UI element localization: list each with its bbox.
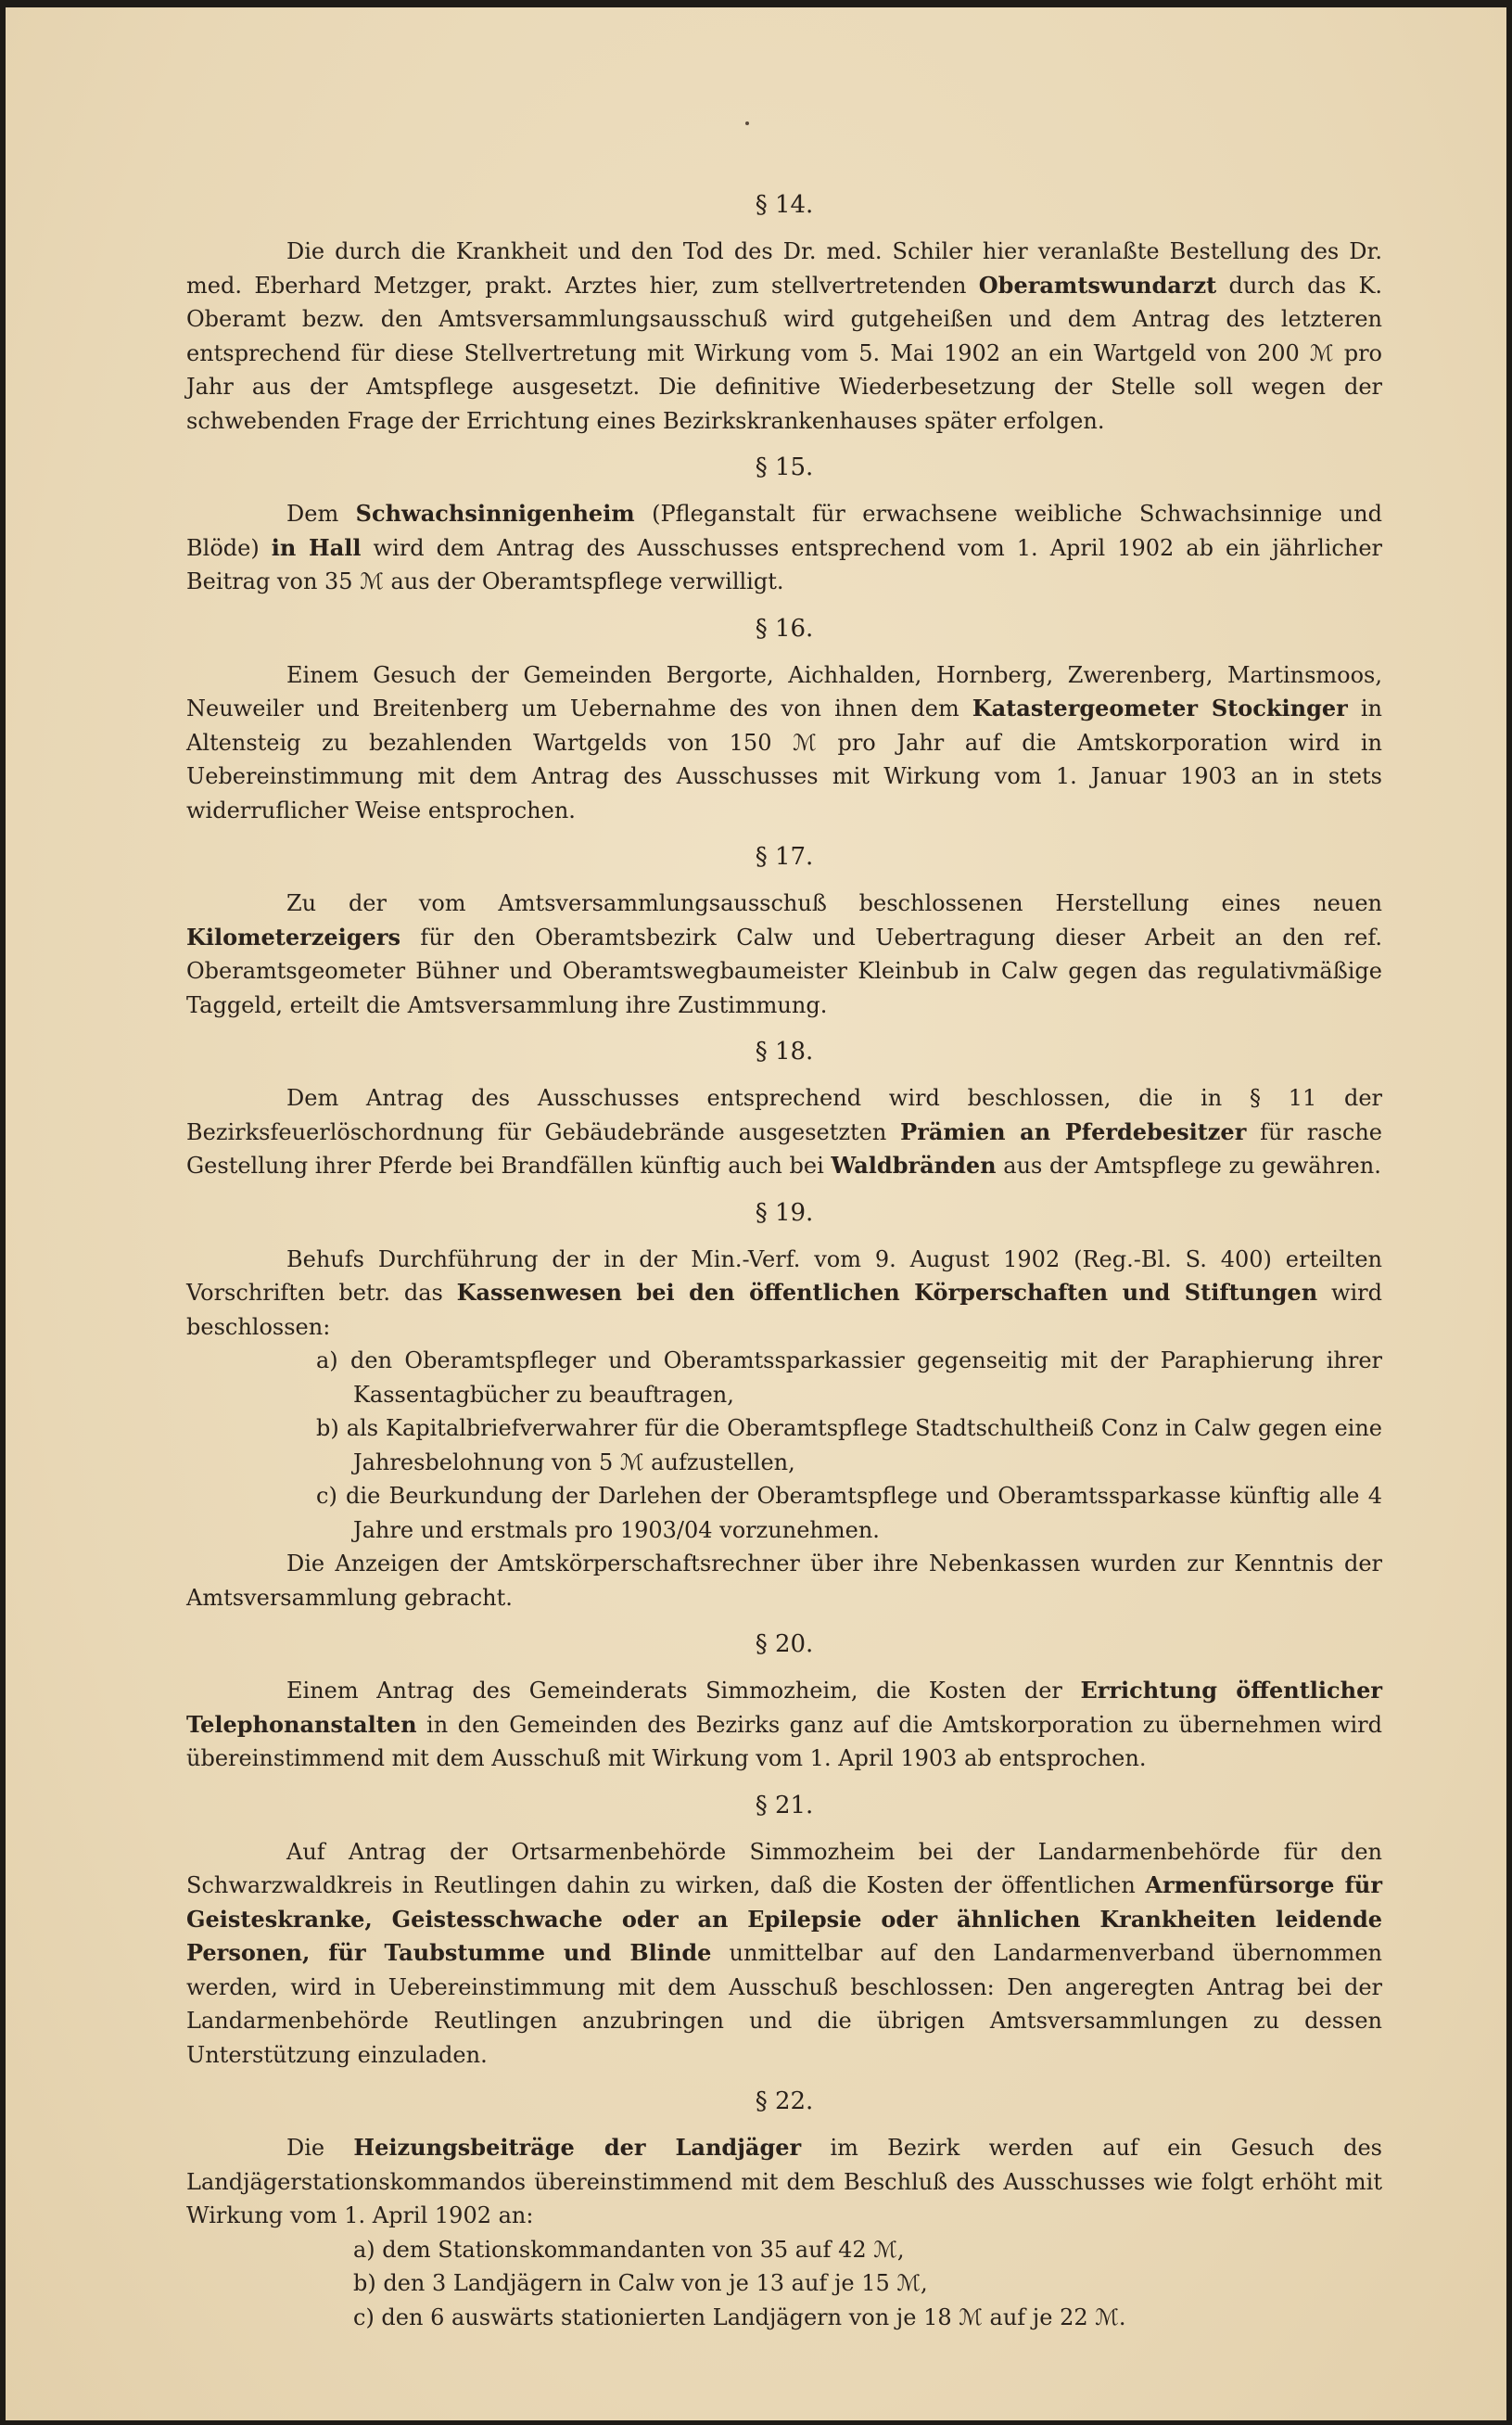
list-item: b) als Kapitalbriefverwahrer für die Oberamtspflege Stadtschultheiß Conz in Calw gegen eine Jahresbelohnung von 5 ℳ aufzustellen,	[316, 1415, 1382, 1475]
section-15-text-part: Dem	[286, 501, 356, 527]
section-21-text-part: unmittelbar auf den Landarmenverband übernommen werden, wird in Uebereinstimmung mit dem Ausschuß beschlossen: Den angeregten Antrag bei der Landarmenbehörde Reutlingen anzubringen und die übrigen Amtsversammlungen zu dessen Unterstützung einzuladen.	[186, 1940, 1382, 2068]
section-22-bold: Heizungsbeiträge der Landjäger	[353, 2134, 802, 2161]
section-14-heading: § 14.	[755, 191, 814, 219]
section-21-heading: § 21.	[755, 1791, 814, 1819]
section-18-text-part: für rasche Gestellung ihrer Pferde bei Brandfällen künftig auch bei	[186, 1118, 1382, 1179]
section-15-text-part: wird dem Antrag des Ausschusses entsprechend vom 1. April 1902 ab ein jährlicher Beitrag von 35 ℳ aus der Oberamtspflege verwilligt.	[186, 534, 1382, 594]
section-14-bold: Oberamtswundarzt	[978, 271, 1217, 299]
section-19-text-part: wird beschlossen:	[186, 1280, 1382, 1340]
section-17-bold: Kilometerzeigers	[186, 923, 400, 951]
section-22-heading: § 22.	[755, 2087, 814, 2115]
section-19-bold: Kassenwesen bei den öffentlichen Körperschaften und Stiftungen	[456, 1279, 1318, 1306]
section-19-closing-text: Die Anzeigen der Amtskörperschaftsrechner über ihre Nebenkassen wurden zur Kenntnis der Amtsversammlung gebracht.	[186, 1551, 1382, 1611]
section-20-text-part: in den Gemeinden des Bezirks ganz auf die Amtskorporation zu übernehmen wird übereinstimmend mit dem Ausschuß mit Wirkung vom 1. April 1903 ab entsprochen.	[186, 1711, 1382, 1771]
section-22-list	[186, 2233, 1382, 2335]
section-20-bold: Errichtung öffentlicher Telephonanstalten	[186, 1677, 1383, 1738]
list-item: b) den 3 Landjägern in Calw von je 13 auf je 15 ℳ,	[353, 2270, 928, 2296]
document-page	[6, 7, 1506, 2420]
section-21-bold: Armenfürsorge für Geisteskranke, Geistesschwache oder an Epilepsie oder ähnlichen Krankheiten leidende Personen, für Taubstumme und Blinde	[186, 1871, 1382, 1966]
section-16-text-part: in Altensteig zu bezahlenden Wartgelds von 150 ℳ pro Jahr auf die Amtskorporation wird in Uebereinstimmung mit dem Antrag des Ausschusses mit Wirkung vom 1. Januar 1903 an in stets widerruflicher Weise entsprochen.	[186, 696, 1382, 823]
section-18-text	[186, 1081, 1382, 1183]
section-17-text-part: für den Oberamtsbezirk Calw und Uebertragung dieser Arbeit an den ref. Oberamtsgeometer Bühner und Oberamtswegbaumeister Kleinbub in Calw gegen das regulativmäßige Taggeld, erteilt die Amtsversammlung ihre Zustimmung.	[186, 924, 1382, 1018]
section-15-text	[186, 497, 1382, 599]
section-17-heading: § 17.	[755, 843, 814, 871]
section-16-text	[186, 658, 1382, 828]
section-14-text-part: durch das K. Oberamt bezw. den Amtsversammlungsausschuß wird gutgeheißen und dem Antrag des letzteren entsprechend für diese Stellvertretung mit Wirkung vom 5. Mai 1902 an ein Wartgeld von 200 ℳ pro Jahr aus der Amtspflege ausgesetzt. Die definitive Wiederbesetzung der Stelle soll wegen der schwebenden Frage der Errichtung eines Bezirkskrankenhauses später erfolgen.	[186, 272, 1383, 434]
section-16-text-part: Einem Gesuch der Gemeinden Bergorte, Aichhalden, Hornberg, Zwerenberg, Martinsmoos, Neuweiler und Breitenberg um Uebernahme des von ihnen dem	[186, 661, 1382, 721]
section-15-heading: § 15.	[755, 453, 814, 481]
section-21-text	[186, 1835, 1382, 2073]
section-16-bold: Katastergeometer Stockinger	[972, 695, 1348, 721]
list-item: c) den 6 auswärts stationierten Landjägern von je 18 ℳ auf je 22 ℳ.	[353, 2304, 1126, 2330]
section-22-text-part: im Bezirk werden auf ein Gesuch des Landjägerstationskommandos übereinstimmend mit dem Beschluß des Ausschusses wie folgt erhöht mit Wirkung vom 1. April 1902 an:	[186, 2135, 1383, 2228]
section-17-text-part: Zu der vom Amtsversammlungsausschuß beschlossenen Herstellung eines neuen	[286, 890, 1382, 916]
section-21-text-part: Auf Antrag der Ortsarmenbehörde Simmozheim bei der Landarmenbehörde für den Schwarzwaldkreis in Reutlingen dahin zu wirken, daß die Kosten der öffentlichen	[186, 1838, 1382, 1898]
list-item: a) dem Stationskommandanten von 35 auf 42 ℳ,	[353, 2236, 905, 2263]
section-18-text-part: Dem Antrag des Ausschusses entsprechend wird beschlossen, die in § 11 der Bezirksfeuerlöschordnung für Gebäudebrände ausgesetzten	[186, 1085, 1382, 1145]
document-body	[186, 188, 1382, 2334]
section-20-text-part: Einem Antrag des Gemeinderats Simmozheim, die Kosten der	[286, 1678, 1081, 1704]
section-20-heading: § 20.	[755, 1630, 814, 1658]
section-20-text	[186, 1674, 1382, 1776]
section-15-bold: in Hall	[271, 533, 362, 561]
section-18-heading: § 18.	[755, 1038, 814, 1066]
section-15-text-part: (Pfleganstalt für erwachsene weibliche Schwachsinnige und Blöde)	[186, 501, 1382, 561]
section-15-bold: Schwachsinnigenheim	[355, 500, 635, 527]
page-dot-mark	[745, 121, 749, 125]
section-19-text-part: Behufs Durchführung der in der Min.-Verf. vom 9. August 1902 (Reg.-Bl. S. 400) erteilten Vorschriften betr. das	[186, 1245, 1382, 1306]
section-14-text-part: Die durch die Krankheit und den Tod des Dr. med. Schiler hier veranlaßte Bestellung des Dr. med. Eberhard Metzger, prakt. Arztes hier, zum stellvertretenden	[186, 238, 1382, 299]
section-19-heading: § 19.	[755, 1198, 814, 1227]
list-item: c) die Beurkundung der Darlehen der Oberamtspflege und Oberamtssparkasse künftig alle 4 Jahre und erstmals pro 1903/04 vorzunehmen.	[316, 1483, 1382, 1543]
section-17-text	[186, 887, 1382, 1022]
section-22-text	[186, 2131, 1382, 2233]
section-19-text	[186, 1243, 1382, 1345]
section-18-bold: Prämien an Pferdebesitzer	[900, 1117, 1247, 1145]
section-18-text-part: aus der Amtspflege zu gewähren.	[996, 1153, 1381, 1179]
section-19-list	[186, 1344, 1382, 1547]
section-14-text	[186, 235, 1382, 438]
section-22-text-part: Die	[286, 2135, 354, 2161]
section-18-bold: Waldbränden	[831, 1152, 997, 1179]
list-item: a) den Oberamtspfleger und Oberamtssparkassier gegenseitig mit der Paraphierung ihrer Kassentagbücher zu beauftragen,	[316, 1347, 1382, 1408]
section-16-heading: § 16.	[755, 614, 814, 643]
